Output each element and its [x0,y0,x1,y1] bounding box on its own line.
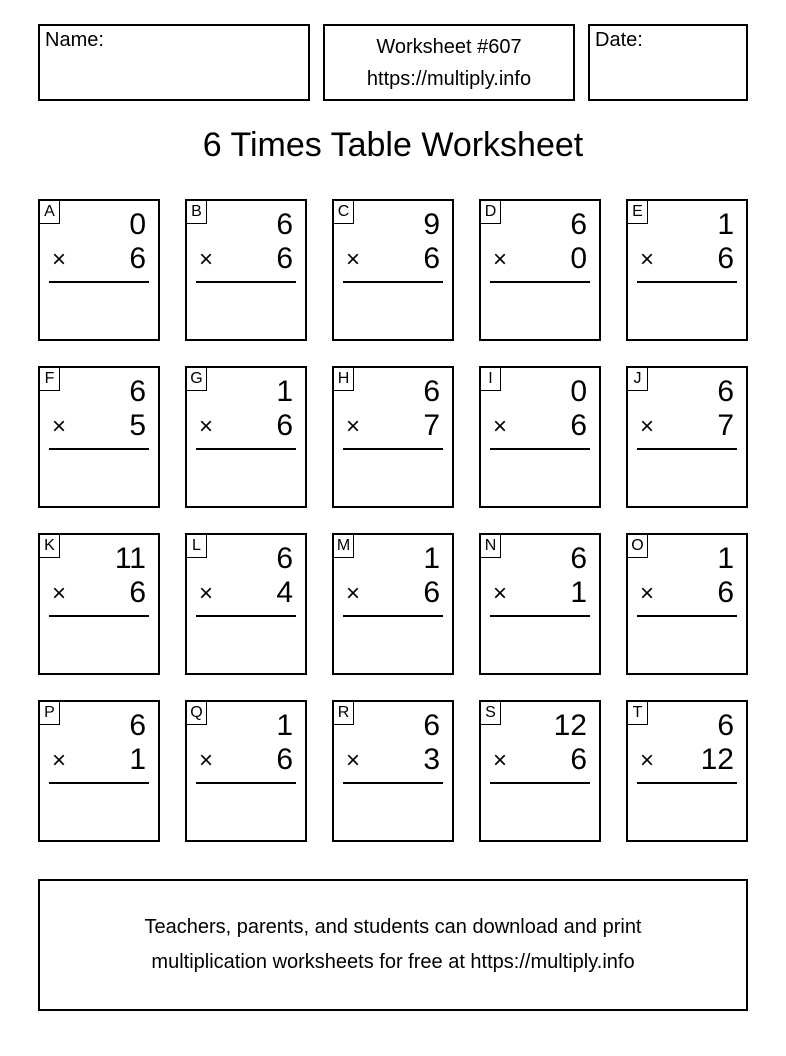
worksheet-url: https://multiply.info [366,68,532,90]
multiplicand: 1 [717,208,734,241]
problem-card[interactable] [332,700,454,842]
problem-letter: M [334,535,354,558]
multiplicand: 1 [423,542,440,575]
multiplicand: 6 [129,709,146,742]
problem-letter: P [40,702,60,725]
problem-card[interactable] [332,366,454,508]
problem-letter: K [40,535,60,558]
answer-rule [490,281,590,283]
worksheet-info-box [323,24,575,101]
answer-rule [196,615,296,617]
multiply-sign-icon: × [640,747,655,774]
multiplicand: 11 [114,542,146,575]
multiplicand: 6 [717,709,734,742]
footer-box [38,879,748,1011]
page-title: 6 Times Table Worksheet [202,126,584,164]
answer-rule [637,782,737,784]
multiplicand: 6 [276,208,293,241]
multiply-sign-icon: × [640,580,655,607]
multiplicand: 6 [717,375,734,408]
problem-card[interactable] [332,199,454,341]
problem-letter: T [628,702,648,725]
problem-card[interactable] [479,700,601,842]
multiply-sign-icon: × [640,413,655,440]
problem-card[interactable] [38,533,160,675]
multiply-sign-icon: × [52,747,67,774]
answer-rule [196,448,296,450]
answer-rule [49,782,149,784]
multiply-sign-icon: × [52,413,67,440]
multiplicand: 12 [553,709,587,742]
multiplier: 6 [129,576,146,609]
multiplier: 4 [276,576,293,609]
answer-rule [196,281,296,283]
problem-letter: Q [187,702,207,725]
problem-card[interactable] [38,199,160,341]
footer-line-2: multiplication worksheets for free at https://multiply.info [151,951,635,973]
multiply-sign-icon: × [199,246,214,273]
problem-letter: E [628,201,648,224]
answer-rule [490,448,590,450]
problem-card[interactable] [479,366,601,508]
multiply-sign-icon: × [199,747,214,774]
problem-card[interactable] [332,533,454,675]
multiply-sign-icon: × [493,246,508,273]
problem-letter: S [481,702,501,725]
multiplier: 6 [423,242,440,275]
answer-rule [490,782,590,784]
answer-rule [343,782,443,784]
multiplier: 1 [570,576,587,609]
problem-card[interactable] [626,533,748,675]
problem-letter: C [334,201,354,224]
multiply-sign-icon: × [52,246,67,273]
footer-line-1: Teachers, parents, and students can download and print [144,916,642,938]
multiplicand: 6 [276,542,293,575]
multiplier: 6 [129,242,146,275]
problem-card[interactable] [185,366,307,508]
multiply-sign-icon: × [52,580,67,607]
multiply-sign-icon: × [346,580,361,607]
problem-card[interactable] [38,700,160,842]
multiplier: 0 [570,242,587,275]
date-label: Date: [595,29,643,51]
multiplier: 7 [717,409,734,442]
multiplier: 6 [276,242,293,275]
problem-card[interactable] [479,199,601,341]
problem-card[interactable] [479,533,601,675]
answer-rule [343,448,443,450]
problem-letter: I [481,368,501,391]
problem-letter: A [40,201,60,224]
problem-card[interactable] [185,700,307,842]
multiplicand: 6 [570,208,587,241]
multiply-sign-icon: × [493,747,508,774]
problem-letter: R [334,702,354,725]
problem-letter: L [187,535,207,558]
answer-rule [196,782,296,784]
multiplier: 6 [717,242,734,275]
multiply-sign-icon: × [346,246,361,273]
multiplier: 7 [423,409,440,442]
multiplicand: 6 [423,375,440,408]
answer-rule [637,281,737,283]
multiply-sign-icon: × [199,413,214,440]
answer-rule [49,615,149,617]
multiplicand: 0 [570,375,587,408]
multiply-sign-icon: × [493,413,508,440]
worksheet-number: Worksheet #607 [376,36,522,58]
multiply-sign-icon: × [346,747,361,774]
multiplier: 6 [423,576,440,609]
problem-card[interactable] [185,533,307,675]
name-label: Name: [45,29,104,51]
multiplier: 1 [129,743,146,776]
multiplier: 6 [276,409,293,442]
multiplier: 6 [570,409,587,442]
problem-letter: B [187,201,207,224]
multiplier: 12 [700,743,734,776]
problem-letter: D [481,201,501,224]
multiplicand: 1 [276,375,293,408]
problem-letter: J [628,368,648,391]
multiplicand: 6 [129,375,146,408]
multiplicand: 1 [276,709,293,742]
multiplier: 3 [423,743,440,776]
problem-card[interactable] [626,366,748,508]
multiplier: 5 [129,409,146,442]
problem-card[interactable] [626,700,748,842]
answer-rule [490,615,590,617]
problem-card[interactable] [185,199,307,341]
problem-letter: N [481,535,501,558]
date-field-box[interactable] [588,24,748,101]
answer-rule [637,448,737,450]
answer-rule [49,281,149,283]
multiplicand: 6 [423,709,440,742]
problem-letter: O [628,535,648,558]
multiplicand: 0 [129,208,146,241]
name-field-box[interactable] [38,24,310,101]
problem-card[interactable] [626,199,748,341]
problem-letter: F [40,368,60,391]
problem-card[interactable] [38,366,160,508]
multiplicand: 1 [717,542,734,575]
answer-rule [49,448,149,450]
multiplicand: 9 [423,208,440,241]
multiply-sign-icon: × [199,580,214,607]
multiply-sign-icon: × [346,413,361,440]
answer-rule [343,615,443,617]
multiplicand: 6 [570,542,587,575]
problem-letter: G [187,368,207,391]
answer-rule [343,281,443,283]
problem-letter: H [334,368,354,391]
multiplier: 6 [717,576,734,609]
answer-rule [637,615,737,617]
multiply-sign-icon: × [640,246,655,273]
multiplier: 6 [570,743,587,776]
multiplier: 6 [276,743,293,776]
multiply-sign-icon: × [493,580,508,607]
